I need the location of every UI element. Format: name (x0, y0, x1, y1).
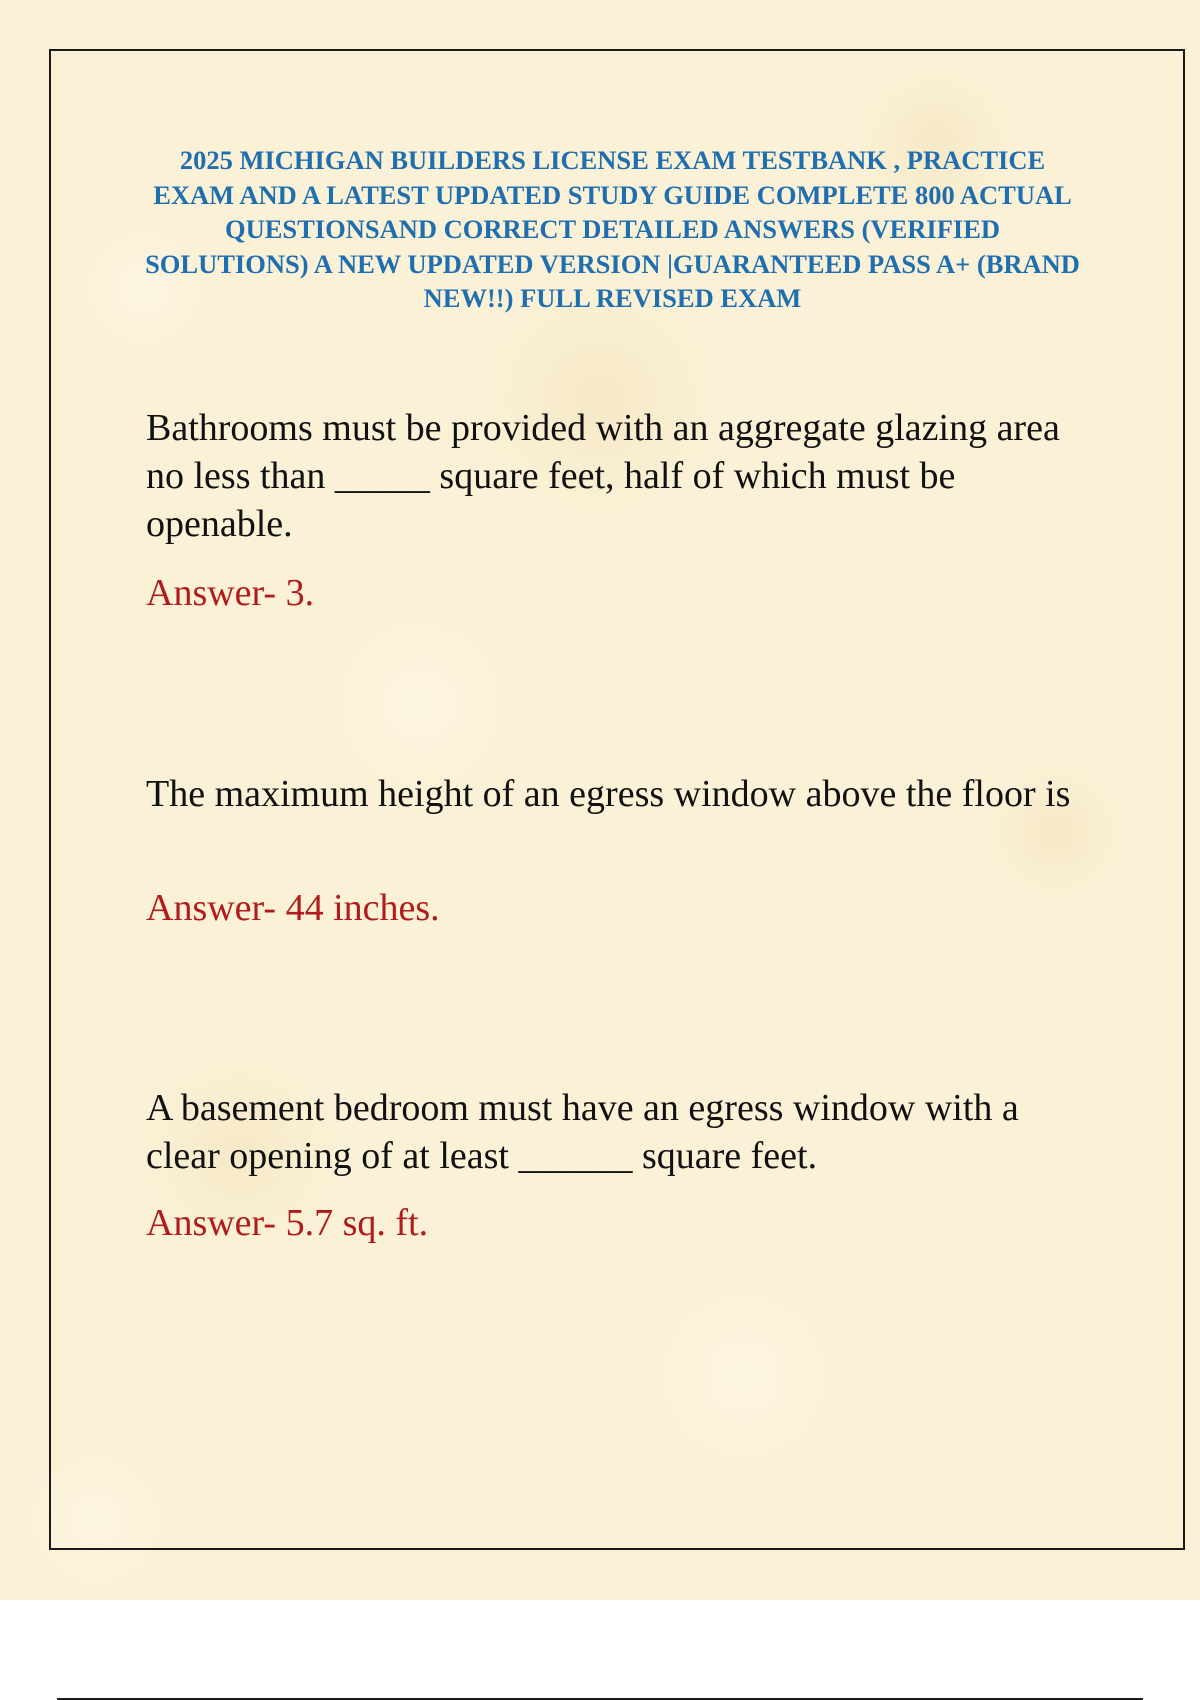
answer-1: Answer- 3. (146, 572, 315, 614)
answer-2: Answer- 44 inches. (146, 887, 440, 929)
question-1: Bathrooms must be provided with an aggregate glazing area no less than _____ square feet, half of which must be openable. (146, 407, 1060, 545)
answer-3: Answer- 5.7 sq. ft. (146, 1202, 429, 1244)
question-3: A basement bedroom must have an egress window with a clear opening of at least ______ square feet. (146, 1087, 1019, 1177)
question-2: The maximum height of an egress window above the floor is (146, 773, 1071, 815)
document-title: 2025 MICHIGAN BUILDERS LICENSE EXAM TESTBANK , PRACTICE EXAM AND A LATEST UPDATED STUDY GUIDE COMPLETE 800 ACTUAL QUESTIONSAND CORRECT DETAILED ANSWERS (VERIFIED SOLUTIONS) A NEW UPDATED VERSION |GUARANTEED PASS A+ (BRAND NEW!!) FULL REVISED EXAM (145, 145, 1080, 313)
